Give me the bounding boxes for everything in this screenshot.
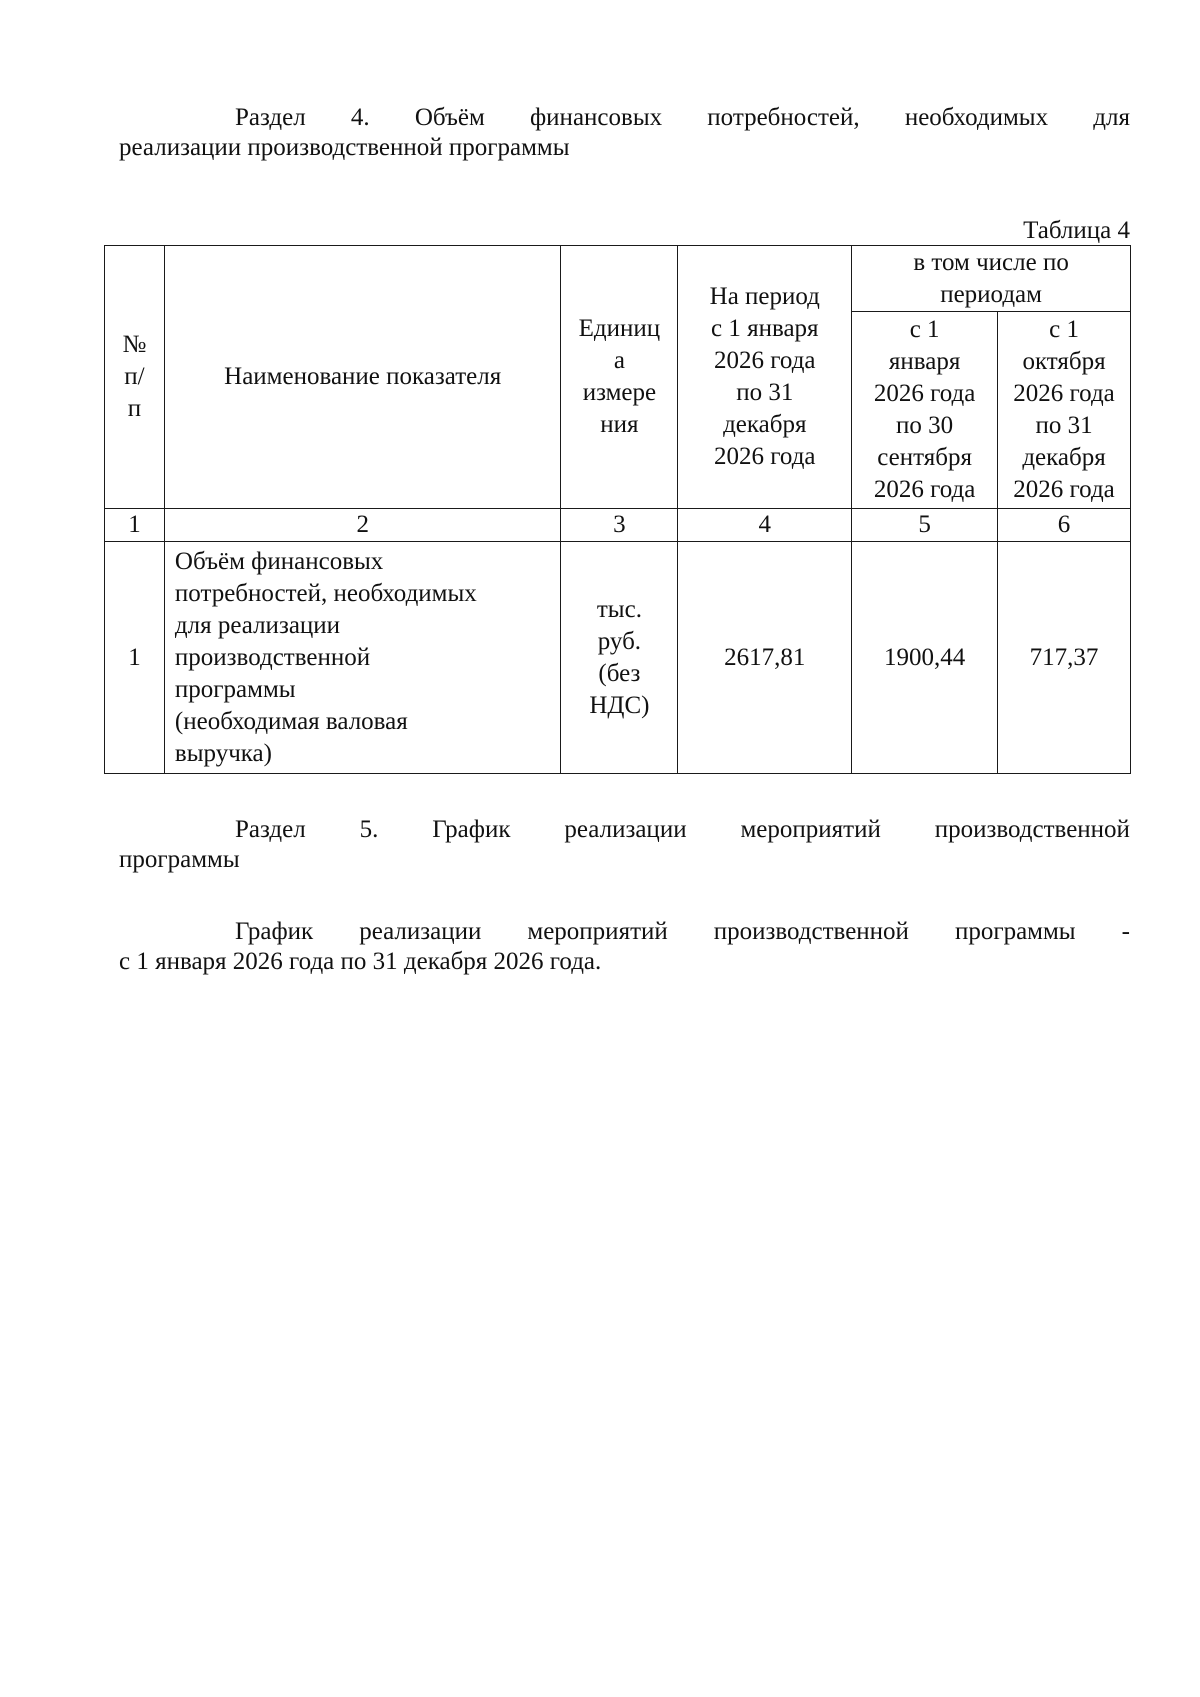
section-4-heading-line2: реализации производственной программы (119, 134, 570, 161)
word: 5. (359, 816, 379, 843)
header-period-group: в том числе по периодам (852, 246, 1131, 312)
word: Раздел (235, 104, 306, 131)
word: Раздел (235, 816, 306, 843)
schedule-paragraph-line1 (119, 917, 1130, 947)
header-period-2: с 1 октября 2026 года по 31 декабря 2026 года (998, 312, 1131, 509)
word: - (1121, 918, 1130, 945)
word: 4. (350, 104, 370, 131)
header-unit: Единиц а измере ния (561, 246, 678, 509)
section-5-heading-line1 (119, 815, 1130, 845)
word: необходимых (904, 104, 1049, 131)
column-number: 5 (852, 509, 998, 542)
word: для (1093, 104, 1130, 131)
schedule-paragraph (119, 917, 1130, 977)
word: мероприятий (527, 918, 668, 945)
row-period-2-value: 717,37 (998, 542, 1131, 774)
header-indicator-name: Наименование показателя (164, 246, 561, 509)
word: График (432, 816, 511, 843)
word: потребностей, (707, 104, 860, 131)
header-period-1: с 1 января 2026 года по 30 сентября 2026 года (852, 312, 998, 509)
column-number: 3 (561, 509, 678, 542)
column-number: 4 (678, 509, 852, 542)
row-period-1-value: 1900,44 (852, 542, 998, 774)
header-total-period: На период с 1 января 2026 года по 31 декабря 2026 года (678, 246, 852, 509)
table-row (105, 542, 1131, 774)
word: программы (954, 918, 1076, 945)
section-4-heading-line1 (119, 103, 1130, 133)
word: реализации (564, 816, 687, 843)
word: производственной (934, 816, 1130, 843)
row-total-value: 2617,81 (678, 542, 852, 774)
word: График (235, 918, 314, 945)
section-4-heading (119, 103, 1130, 163)
column-number: 1 (105, 509, 165, 542)
header-number: № п/ п (105, 246, 165, 509)
word: Объём (414, 104, 485, 131)
financial-needs-table (104, 245, 1131, 774)
column-number: 6 (998, 509, 1131, 542)
section-5-heading-line2: программы (119, 846, 240, 873)
word: производственной (713, 918, 909, 945)
word: финансовых (529, 104, 663, 131)
row-unit: тыс. руб. (без НДС) (561, 542, 678, 774)
column-number: 2 (164, 509, 561, 542)
table-caption: Таблица 4 (1023, 217, 1130, 244)
column-number-row (105, 509, 1131, 542)
word: реализации (359, 918, 482, 945)
word: мероприятий (740, 816, 881, 843)
schedule-paragraph-line2: с 1 января 2026 года по 31 декабря 2026 года. (119, 948, 602, 975)
row-number: 1 (105, 542, 165, 774)
section-5-heading (119, 815, 1130, 875)
row-indicator-name: Объём финансовых потребностей, необходимых для реализации производственной программы (необходимая валовая выручка) (164, 542, 561, 774)
